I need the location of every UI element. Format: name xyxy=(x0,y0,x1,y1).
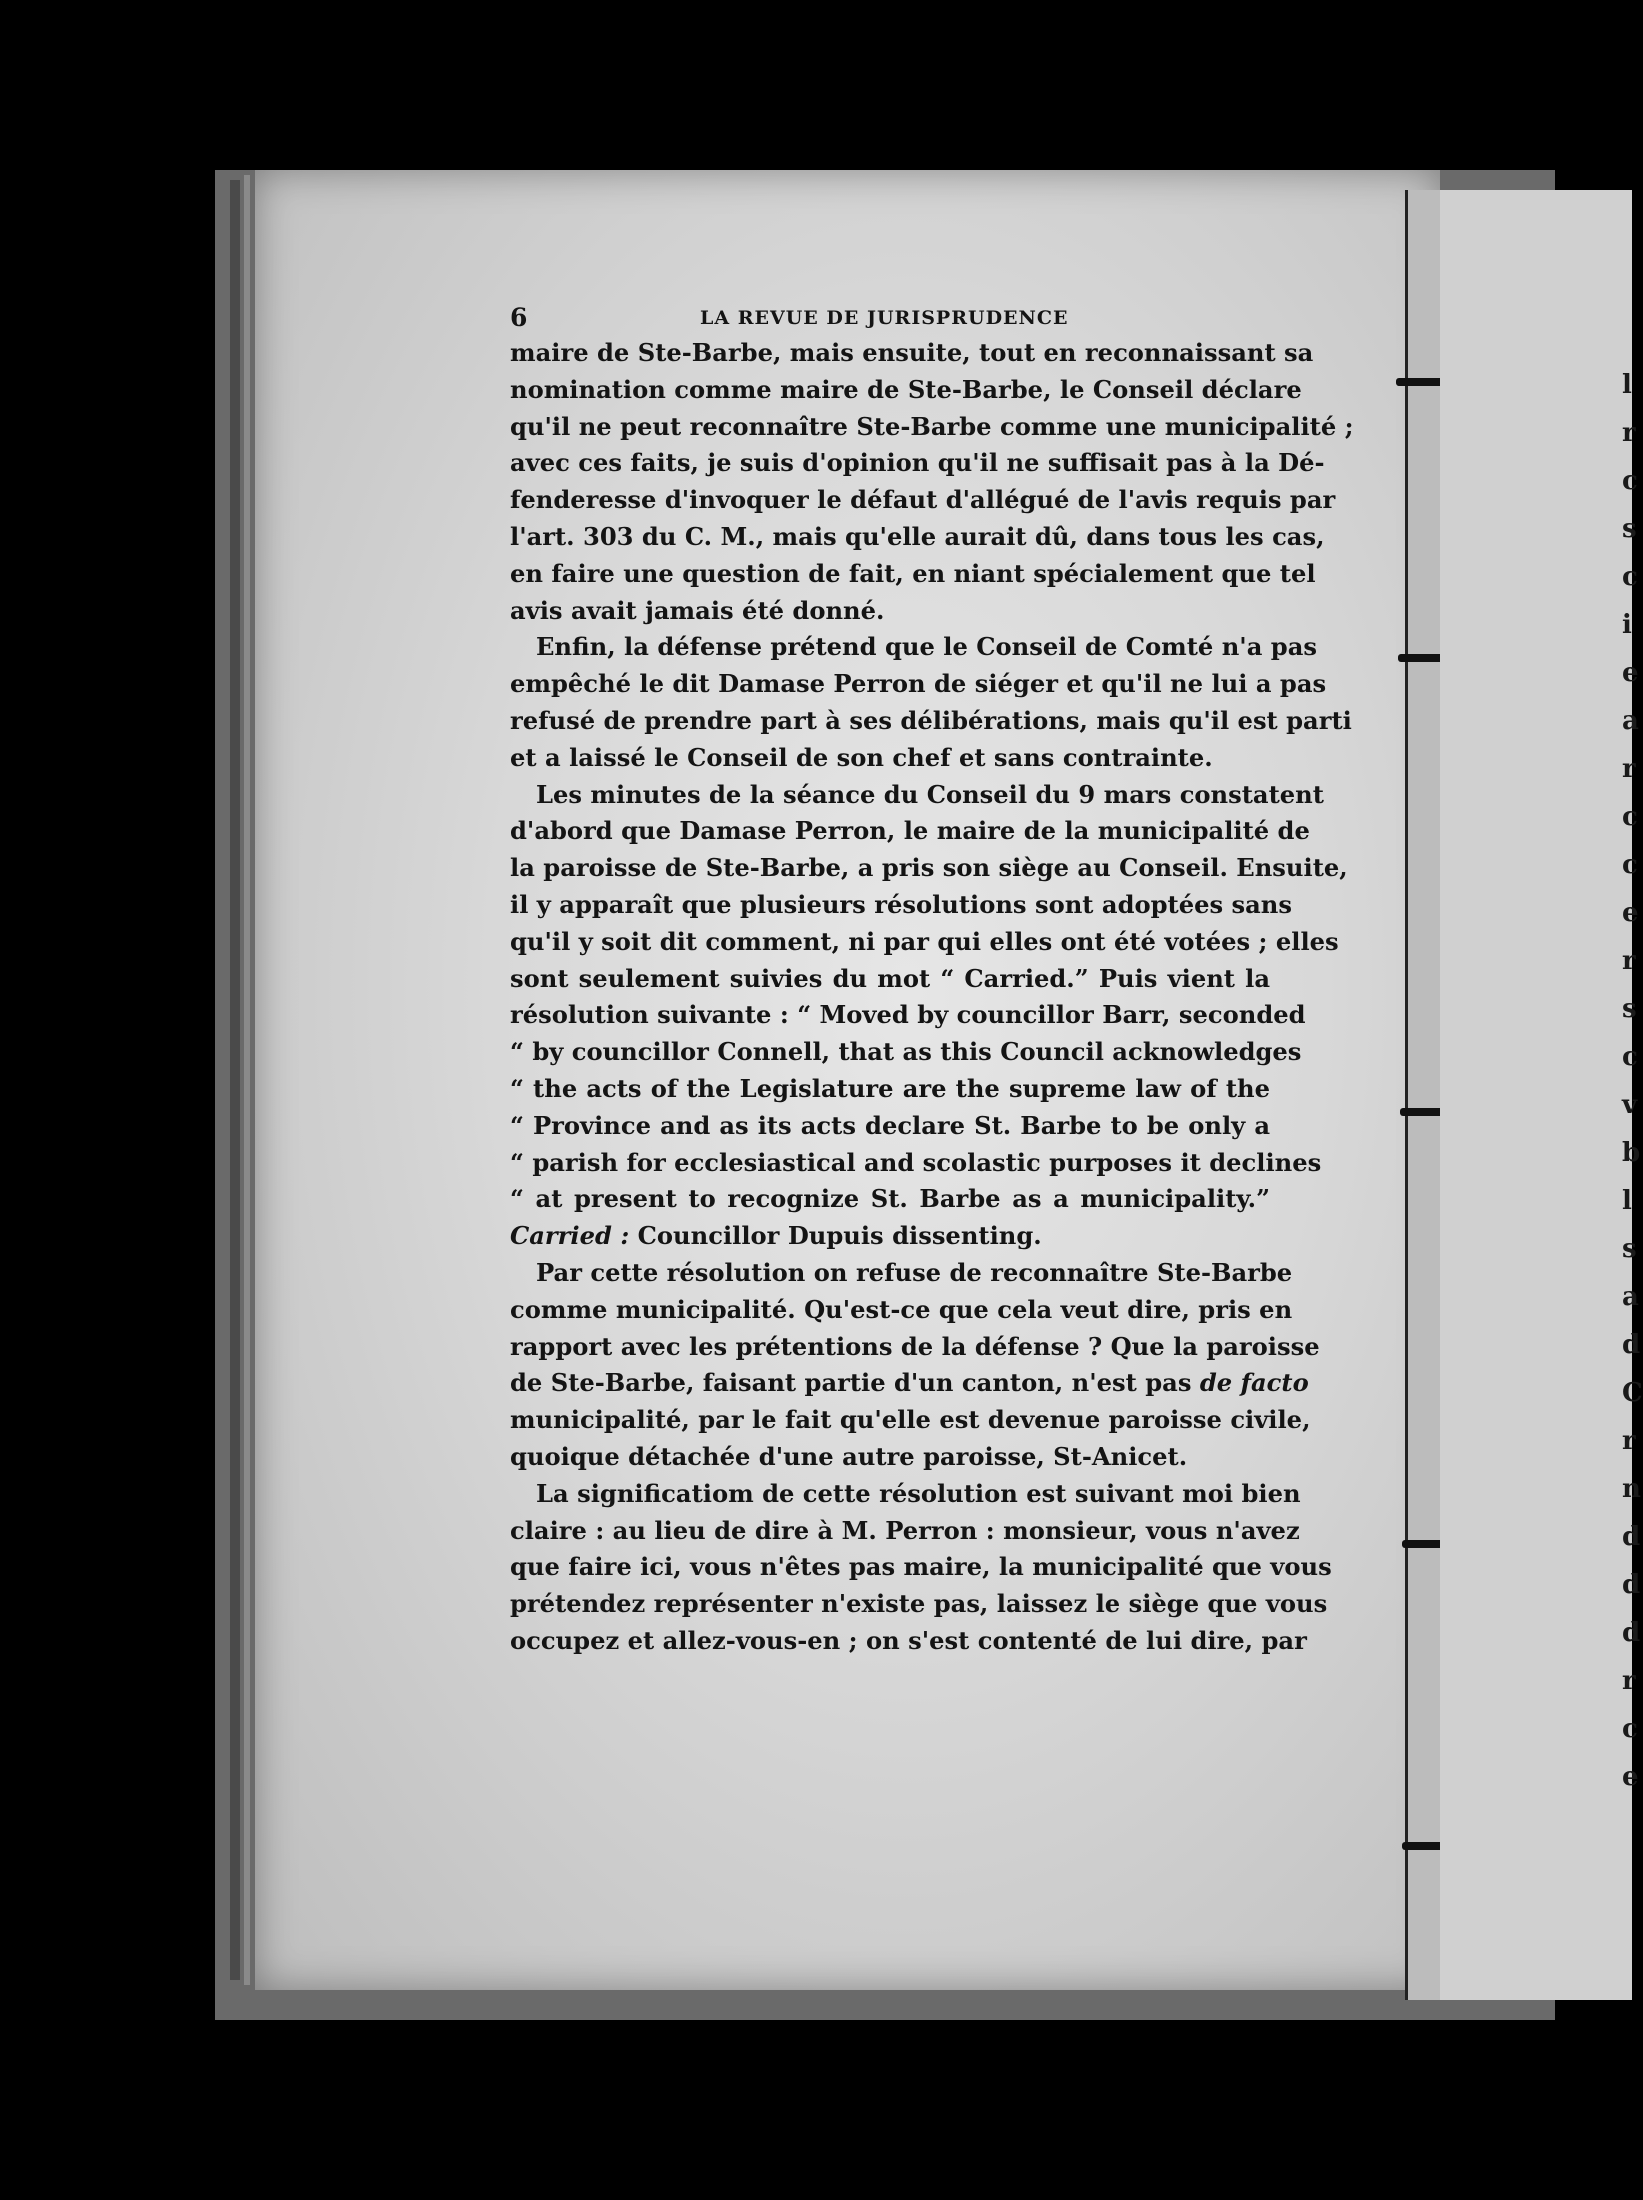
facing-page-fragment: c xyxy=(1622,1714,1638,1744)
carried-label: Carried : xyxy=(510,1221,630,1251)
facing-page-fragment: s xyxy=(1622,1234,1637,1264)
facing-page-fragment: e xyxy=(1622,1762,1639,1792)
text-line: Par cette résolution on refuse de reconnaître Ste-Barbe xyxy=(536,1257,1293,1287)
text-line: l'art. 303 du C. M., mais qu'elle aurait dû, dans tous les cas, xyxy=(510,521,1325,551)
text-line: que faire ici, vous n'êtes pas maire, la municipalité que vous xyxy=(510,1552,1332,1582)
text-line xyxy=(510,1365,1309,1402)
facing-page-fragment: d xyxy=(1622,1330,1641,1360)
text-line: La significatiom de cette résolution est suivant moi bien xyxy=(536,1478,1301,1508)
paragraph xyxy=(510,629,1352,776)
facing-page-fragment: l xyxy=(1622,1186,1632,1216)
paragraph xyxy=(510,777,1348,1255)
binding-thread xyxy=(1398,654,1444,662)
text-line: et a laissé le Conseil de son chef et sans contrainte. xyxy=(510,742,1213,772)
text-line: avec ces faits, je suis d'opinion qu'il ne suffisait pas à la Dé- xyxy=(510,448,1325,478)
text-line: “ parish for ecclesiastical and scolastic purposes it declines xyxy=(510,1147,1322,1177)
text-line: “ the acts of the Legislature are the supreme law of the xyxy=(510,1073,1270,1103)
facing-page-fragment: n xyxy=(1622,1474,1641,1504)
paragraph xyxy=(510,1476,1332,1660)
facing-page-fragment: r xyxy=(1622,946,1636,976)
facing-page-fragment: d xyxy=(1622,1570,1641,1600)
text-line: quoique détachée d'une autre paroisse, St-Anicet. xyxy=(510,1441,1188,1471)
binding-thread xyxy=(1396,378,1444,386)
facing-page-fragment: a xyxy=(1622,1282,1639,1312)
facing-page-fragment: r xyxy=(1622,418,1636,448)
text-line: Les minutes de la séance du Conseil du 9 mars constatent xyxy=(536,779,1324,809)
text-line: sont seulement suivies du mot “ Carried.” Puis vient la xyxy=(510,963,1270,993)
facing-page-fragment: s xyxy=(1622,994,1637,1024)
facing-page-fragment: c xyxy=(1622,466,1638,496)
text-line: occupez et allez-vous-en ; on s'est contenté de lui dire, par xyxy=(510,1625,1307,1655)
facing-page-fragment: s xyxy=(1622,514,1637,544)
text-line: fenderesse d'invoquer le défaut d'allégué de l'avis requis par xyxy=(510,485,1336,515)
facing-page-fragment: c xyxy=(1622,802,1638,832)
facing-page-fragment: a xyxy=(1622,706,1639,736)
text-line: Enfin, la défense prétend que le Conseil de Comté n'a pas xyxy=(536,632,1317,662)
text-line: refusé de prendre part à ses délibérations, mais qu'il est parti xyxy=(510,705,1352,735)
facing-page-fragment: c xyxy=(1622,1042,1638,1072)
text-line: rapport avec les prétentions de la défense ? Que la paroisse xyxy=(510,1331,1320,1361)
text-line: prétendez représenter n'existe pas, laissez le siège que vous xyxy=(510,1589,1328,1619)
text-line: “ Province and as its acts declare St. Barbe to be only a xyxy=(510,1110,1270,1140)
running-head: LA REVUE DE JURISPRUDENCE xyxy=(700,307,1069,329)
text-line: résolution suivante : “ Moved by councillor Barr, seconded xyxy=(510,1000,1306,1030)
carried-rest: Councillor Dupuis dissenting. xyxy=(629,1221,1042,1251)
page-header xyxy=(510,295,1270,335)
text-line: d'abord que Damase Perron, le maire de la municipalité de xyxy=(510,816,1310,846)
paragraph xyxy=(510,335,1354,629)
facing-page-fragment: d xyxy=(1622,1618,1641,1648)
facing-page xyxy=(1440,190,1643,2000)
facing-page-fragment: b xyxy=(1622,1138,1641,1168)
text-line: “ at present to recognize St. Barbe as a municipality.” xyxy=(510,1184,1270,1214)
text-line: municipalité, par le fait qu'elle est devenue paroisse civile, xyxy=(510,1405,1311,1435)
italic-run: de facto xyxy=(1199,1368,1309,1398)
text-line: avis avait jamais été donné. xyxy=(510,595,885,625)
binding-gutter xyxy=(1405,190,1444,2000)
paragraph xyxy=(510,1255,1320,1476)
facing-page-fragment: e xyxy=(1622,658,1639,688)
facing-page-fragment: v xyxy=(1622,1090,1638,1120)
facing-page-fragment: l xyxy=(1622,370,1632,400)
text-line: empêché le dit Damase Perron de siéger et qu'il ne lui a pas xyxy=(510,669,1327,699)
page-edge-inner xyxy=(244,175,250,1985)
text-line: maire de Ste-Barbe, mais ensuite, tout en reconnaissant sa xyxy=(510,338,1314,367)
facing-page-fragment: d xyxy=(1622,1522,1641,1552)
page-edge xyxy=(230,180,240,1980)
text-run: de Ste-Barbe, faisant partie d'un canton, n'est pas xyxy=(510,1368,1200,1398)
text-line: en faire une question de fait, en niant spécialement que tel xyxy=(510,558,1316,588)
text-line: comme municipalité. Qu'est-ce que cela veut dire, pris en xyxy=(510,1294,1293,1324)
facing-page-fragment: r xyxy=(1622,1426,1636,1456)
text-line: nomination comme maire de Ste-Barbe, le Conseil déclare xyxy=(510,374,1302,404)
text-line: qu'il ne peut reconnaître Ste-Barbe comme une municipalité ; xyxy=(510,411,1354,441)
facing-page-fragment: r xyxy=(1622,754,1636,784)
facing-page-fragment: C xyxy=(1622,1378,1643,1408)
text-line: il y apparaît que plusieurs résolutions sont adoptées sans xyxy=(510,889,1293,919)
page-number: 6 xyxy=(510,303,528,332)
text-line: la paroisse de Ste-Barbe, a pris son siège au Conseil. Ensuite, xyxy=(510,853,1348,883)
text-line: “ by councillor Connell, that as this Council acknowledges xyxy=(510,1037,1302,1067)
text-line: claire : au lieu de dire à M. Perron : monsieur, vous n'avez xyxy=(510,1515,1300,1545)
text-line: qu'il y soit dit comment, ni par qui elles ont été votées ; elles xyxy=(510,926,1339,956)
facing-page-fragment: r xyxy=(1622,1666,1636,1696)
page-text xyxy=(510,295,1354,1660)
facing-page-fragment: c xyxy=(1622,850,1638,880)
text-line xyxy=(510,1218,1270,1255)
facing-page-fragment: c xyxy=(1622,562,1638,592)
facing-page-fragment: e xyxy=(1622,898,1639,928)
facing-page-fragment: i xyxy=(1622,610,1632,640)
